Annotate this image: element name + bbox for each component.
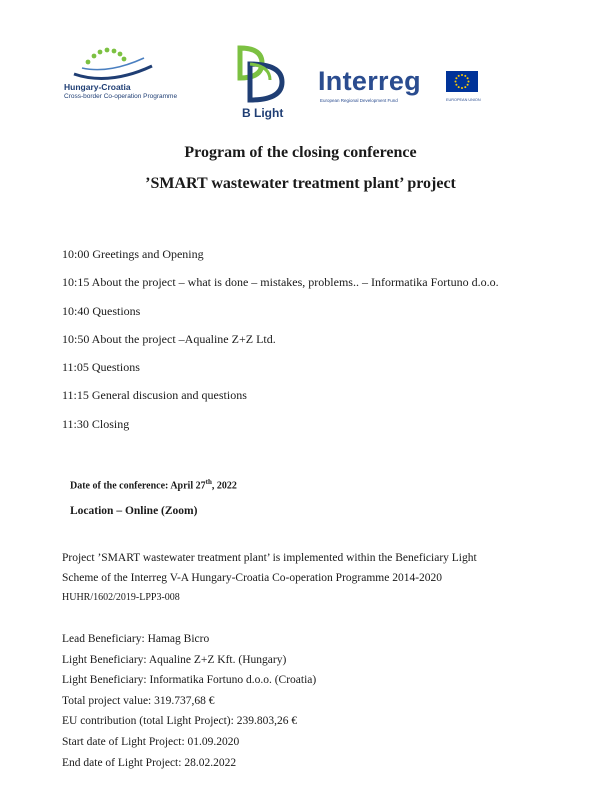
hungary-croatia-swoosh-icon <box>64 44 154 84</box>
page-title: Program of the closing conference <box>184 144 417 161</box>
project-details <box>62 630 316 774</box>
agenda-item: 11:15 General discusion and questions <box>62 388 247 403</box>
detail-line: Lead Beneficiary: Hamag Bicro <box>62 633 210 645</box>
agenda-item: 10:15 About the project – what is done – mistakes, problems.. – Informatika Fortuno d.o.o. <box>62 275 499 290</box>
agenda-item: 10:50 About the project –Aqualine Z+Z Ltd. <box>62 331 276 346</box>
detail-line: End date of Light Project: 28.02.2022 <box>62 756 237 769</box>
interreg-logo <box>318 66 488 110</box>
b-light-logo <box>230 44 294 122</box>
b-light-mark-icon <box>236 44 288 104</box>
eu-flag-icon <box>446 71 478 92</box>
agenda-item: 10:00 Greetings and Opening <box>62 247 204 261</box>
project-code: HUHR/1602/2019-LPP3-008 <box>62 592 180 603</box>
hungary-croatia-title: Hungary-Croatia <box>64 82 131 92</box>
header-logos <box>0 0 601 130</box>
detail-line: Total project value: 319.737,68 € <box>62 694 215 707</box>
agenda-item: 11:05 Questions <box>62 360 140 375</box>
b-light-label: B Light <box>242 106 284 120</box>
eu-label: EUROPEAN UNION <box>446 98 481 102</box>
erdf-label: European Regional Development Fund <box>320 98 398 103</box>
implementation-note <box>62 548 477 608</box>
interreg-wordmark: Interreg <box>318 66 421 96</box>
page-subtitle: ’SMART wastewater treatment plant’ project <box>145 175 456 192</box>
agenda-list <box>62 245 499 443</box>
detail-line: Light Beneficiary: Informatika Fortuno d.o.o. (Croatia) <box>62 674 317 687</box>
detail-line: Light Beneficiary: Aqualine Z+Z Kft. (Hungary) <box>62 653 287 666</box>
conference-date-sup: th <box>205 478 212 486</box>
implementation-line: Scheme of the Interreg V-A Hungary-Croatia Co-operation Programme 2014-2020 <box>62 572 443 584</box>
conference-date-prefix: Date of the conference: April 27 <box>70 480 206 492</box>
hungary-croatia-subtitle: Cross-border Co-operation Programme <box>64 93 178 100</box>
agenda-item: 10:40 Questions <box>62 303 141 318</box>
implementation-line: Project ’SMART wastewater treatment plant’ is implemented within the Beneficiary Light <box>62 552 477 564</box>
agenda-item: 11:30 Closing <box>62 416 130 431</box>
detail-line: Start date of Light Project: 01.09.2020 <box>62 735 240 748</box>
hungary-croatia-logo <box>64 44 178 106</box>
conference-date <box>70 478 237 491</box>
conference-date-suffix: , 2022 <box>211 480 237 492</box>
conference-location: Location – Online (Zoom) <box>70 505 198 517</box>
detail-line: EU contribution (total Light Project): 239.803,26 € <box>62 715 298 728</box>
